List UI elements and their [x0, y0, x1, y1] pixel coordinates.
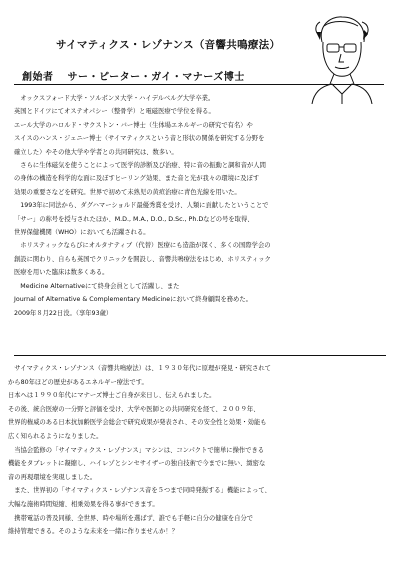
body-line: 世界的権威のある日本抗加齢医学会総会で研究成果が発表され、その安全性と効果・効能も: [8, 419, 267, 427]
founder-heading: [22, 68, 259, 83]
founder-label: 創始者: [22, 72, 54, 83]
bio-line: 創設に関わり、自らも英国でクリニックを開設し、音響共鳴療法をはじめ、ホリスティック: [14, 255, 271, 263]
body-line: 音の再現環境を実現しました。: [8, 473, 97, 481]
bio-line: 英国とドイツにてオステオパシー（整骨学）と電磁医療で学位を得る。: [14, 108, 215, 116]
bio-line: Medicine Alternativeにて終身会員として活躍し、また: [14, 282, 180, 290]
page-title: サイマティクス・レゾナンス（音響共鳴療法）: [56, 39, 281, 51]
bio-line: の身体の構造を科学的な面に及ぼすヒーリング効果、また音と光が我々の環境に及ぼす: [14, 175, 260, 183]
bio-line: さらに生体磁気を使うことによって医学的診断及び治療、特に音の振動と調和音が人間: [14, 162, 266, 170]
body-line: サイマティクス・レゾナンス（音響共鳴療法）は、１９３０年代に原理が発見・研究されて: [8, 365, 271, 372]
therapy-description: [8, 362, 392, 539]
body-line: から80年ほどの歴史があるエネルギー療法です。: [8, 378, 148, 386]
bio-line: 医療を用いた臨床は数多くある。: [14, 269, 109, 277]
bio-line: 世界保健機関（WHO）においても活躍される。: [14, 229, 150, 237]
section-divider: [14, 355, 386, 356]
body-line: 日本へは１９９０年代にマナーズ博士ご自身が来日し、伝えられました。: [8, 392, 216, 400]
bio-line: 確立した）やその他大学や学者との共同研究は、数多い。: [14, 148, 178, 156]
bio-line: 2009年８月22日没。（享年93歳）: [14, 309, 113, 317]
body-line: また、世界初の「サイマティクス・レゾナンス音を５つまで同時発振する」機能によって、: [8, 487, 271, 495]
bio-line: スイスのハンス・ジェニー博士（サイマティクスという音と形状の関係を研究する分野を: [14, 135, 265, 143]
heading-divider: [14, 84, 384, 85]
founder-biography: [14, 92, 386, 320]
bio-line: Journal of Alternative & Complementary Medicineにおいて終身顧問を務めた。: [14, 296, 252, 304]
body-line: 広く知られるようになりました。: [8, 432, 103, 440]
bio-line: オックスフォード大学・ソルボンヌ大学・ハイデルベルグ大学卒業。: [14, 95, 215, 102]
bio-line: 「サー」の称号を授与されたほか、M.D., M.A., D.O., D.Sc., Ph.Dなどの号を取得、: [14, 215, 254, 223]
bio-line: 1993年に同法から、ダグハマーショルド最優秀賞を受け、人類に貢献したということで: [14, 202, 269, 210]
body-line: 当協会監修の「サイマティクス・レゾナンス」マシンは、コンパクトで簡単に操作できる: [8, 446, 265, 454]
body-line: 携帯電話の普及同様、全世界、時や場所を選ばず、誰でも手軽に自分の健康を自分で: [8, 514, 254, 522]
founder-portrait: [308, 12, 374, 104]
body-line: 機能をタブレットに凝縮し、ハイレゾとシンセサイザーの独自技術で今までに無い、緻密な: [8, 460, 266, 468]
bio-line: エール大学のハロルド・サクストン・バー博士（生体場エネルギーの研究で有名）や: [14, 121, 253, 129]
founder-name: サー・ピーター・ガイ・マナーズ博士: [67, 72, 245, 83]
body-line: 大幅な施術時間短縮、相乗効果を得る事ができます。: [8, 500, 159, 508]
bio-line: 効果の重要さなどを研究。世界で初めて未熟児の黄疸治療に青色光線を用いた。: [14, 188, 241, 196]
bio-line: ホリスティックならびにオルタナティブ（代替）医療にも造詣が深く、多くの国際学会の: [14, 242, 271, 250]
body-line: その後、統合医療の一分野と評価を受け、大学や医師との共同研究を経て、２００９年、: [8, 405, 260, 413]
body-line: 維持管理できる。そのような未来を一緒に作りませんか！？: [8, 528, 179, 536]
